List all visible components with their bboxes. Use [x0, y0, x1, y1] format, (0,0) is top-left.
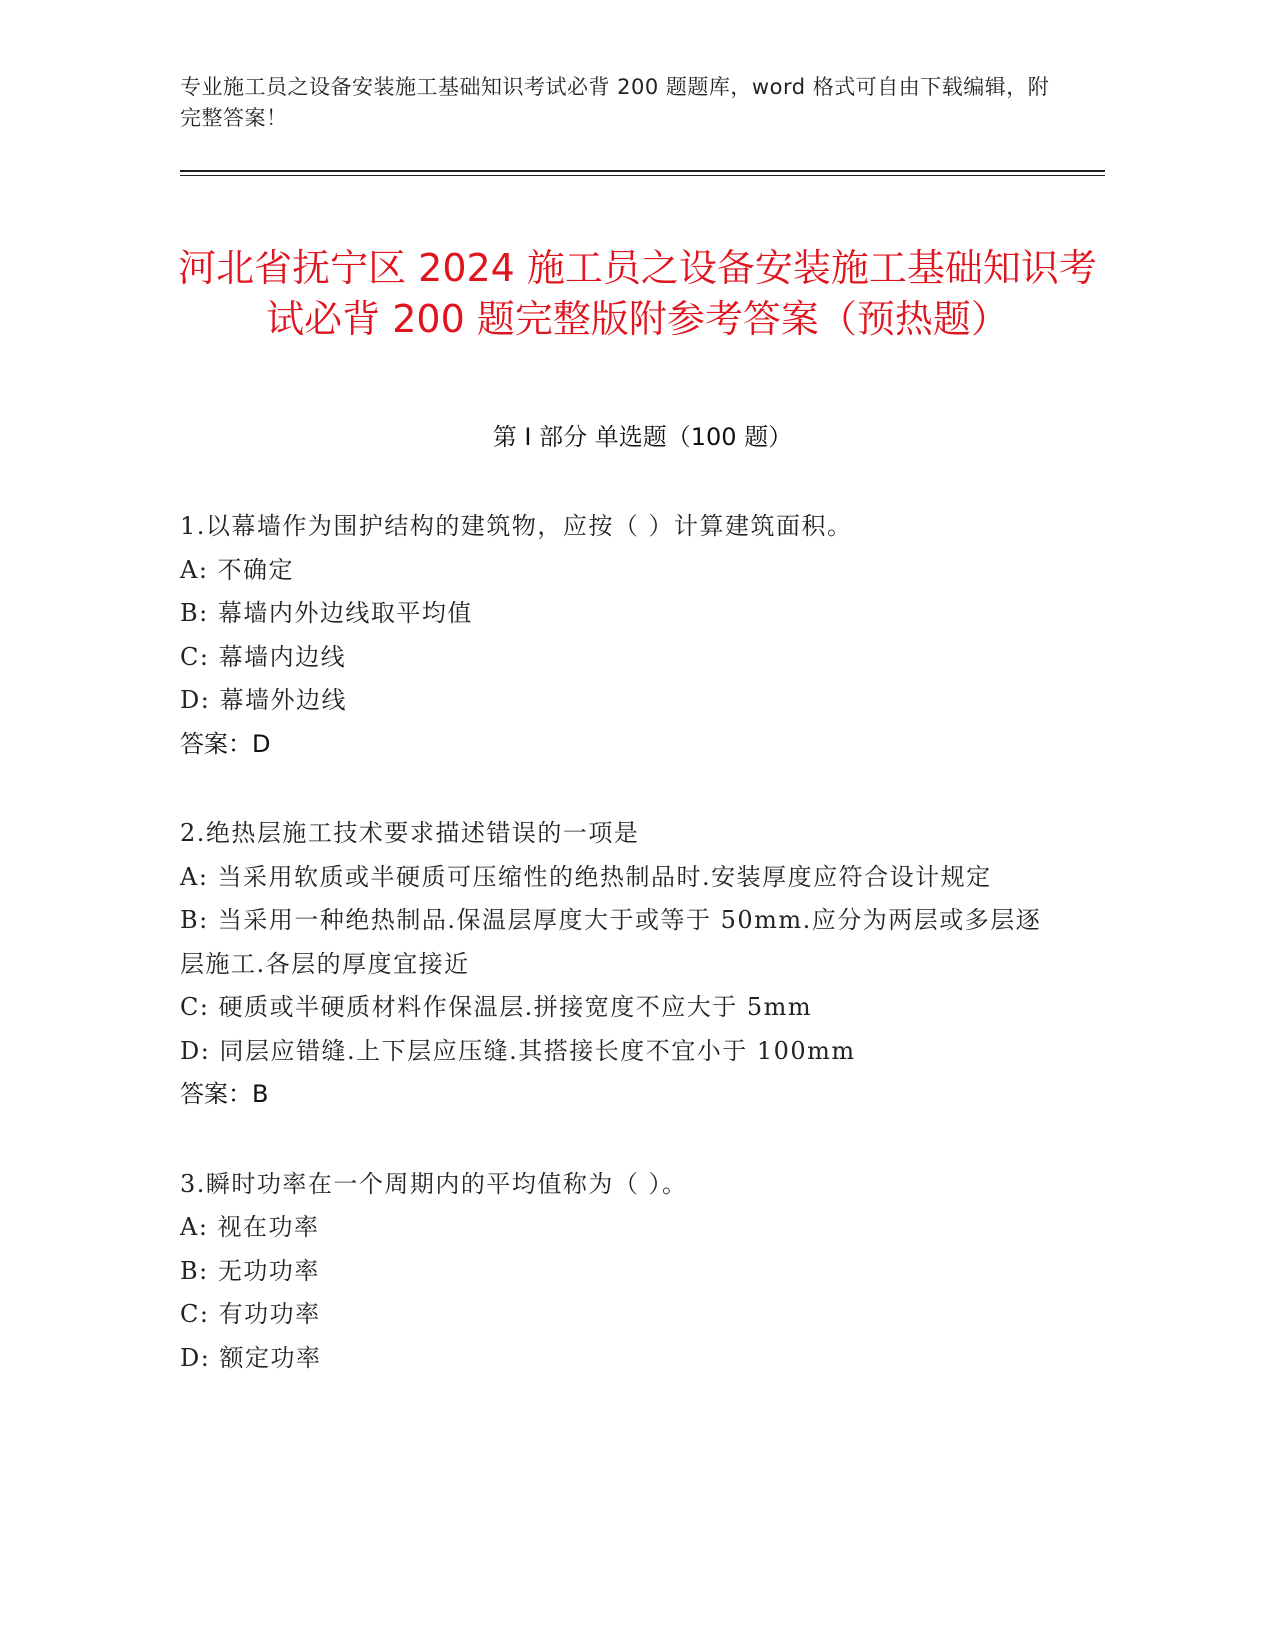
question-1	[180, 505, 1050, 766]
header-note: 专业施工员之设备安装施工基础知识考试必背 200 题题库，word 格式可自由下载编辑，附完整答案！	[180, 75, 1050, 130]
header-divider-thin	[180, 175, 1105, 176]
option-a: A: 视在功率	[180, 1213, 320, 1241]
question-stem: 2.绝热层施工技术要求描述错误的一项是	[180, 819, 640, 847]
option-b: B: 无功功率	[180, 1256, 320, 1285]
section-title: 第 I 部分 单选题（100 题）	[492, 423, 793, 451]
option-b: B: 幕墙内外边线取平均值	[180, 599, 473, 627]
option-c: C: 幕墙内边线	[180, 642, 347, 671]
question-list	[180, 505, 1050, 1426]
answer-line: 答案：D	[180, 729, 271, 758]
question-3	[180, 1163, 1050, 1381]
option-d: D: 同层应错缝.上下层应压缝.其搭接长度不宜小于 100mm	[180, 1036, 856, 1065]
header-divider-thick	[180, 170, 1105, 172]
question-stem: 1.以幕墙作为围护结构的建筑物，应按（ ）计算建筑面积。	[180, 512, 853, 540]
option-d: D: 额定功率	[180, 1343, 322, 1372]
option-d: D: 幕墙外边线	[180, 686, 347, 714]
option-a: A: 当采用软质或半硬质可压缩性的绝热制品时.安装厚度应符合设计规定	[180, 862, 992, 891]
option-b: B: 当采用一种绝热制品.保温层厚度大于或等于 50mm.应分为两层或多层逐层施工.各层的厚度宜接近	[180, 906, 1042, 978]
question-2	[180, 812, 1050, 1117]
option-a: A: 不确定	[180, 555, 295, 584]
question-stem: 3.瞬时功率在一个周期内的平均值称为（ ）。	[180, 1169, 688, 1198]
answer-line: 答案：B	[180, 1080, 269, 1108]
option-c: C: 有功功率	[180, 1300, 321, 1328]
option-c: C: 硬质或半硬质材料作保温层.拼接宽度不应大于 5mm	[180, 993, 813, 1021]
document-title: 河北省抚宁区 2024 施工员之设备安装施工基础知识考试必背 200 题完整版附参考答案（预热题）	[178, 246, 1097, 342]
